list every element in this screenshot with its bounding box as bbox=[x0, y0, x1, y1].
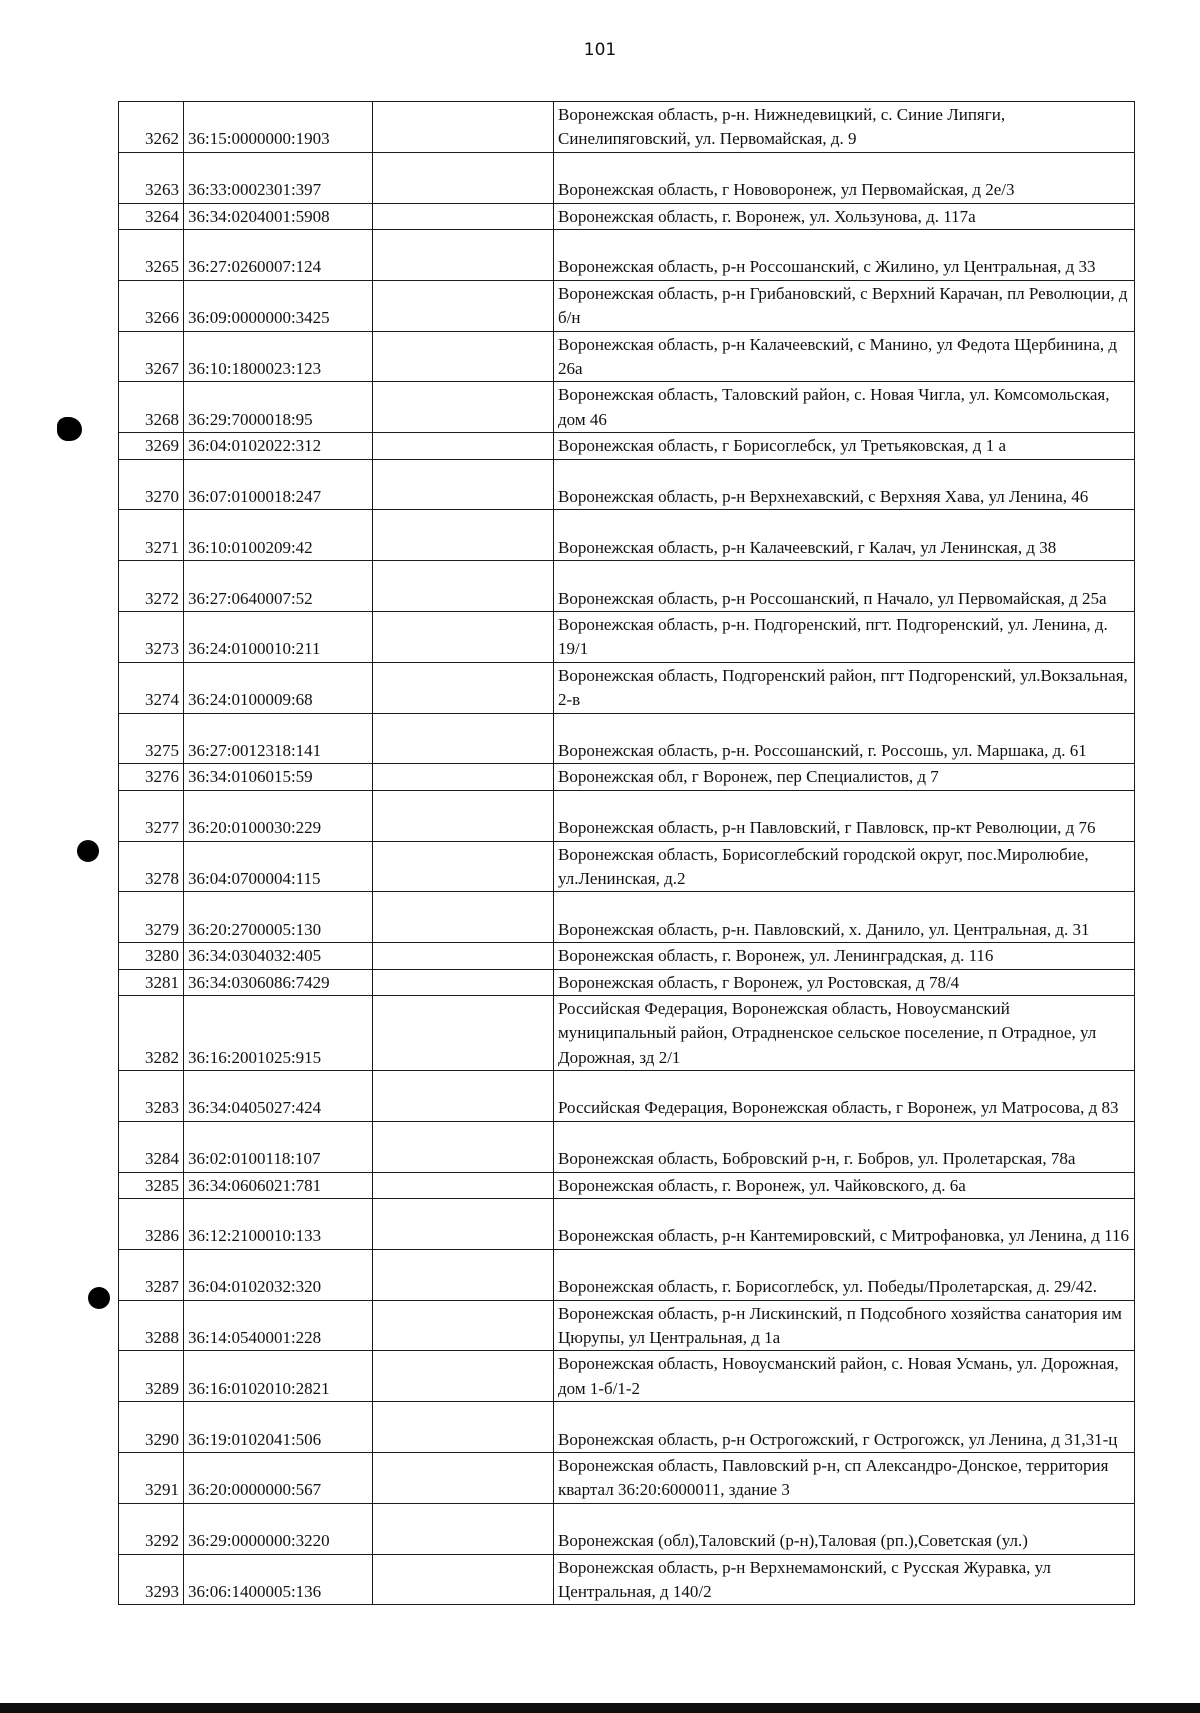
address-cell bbox=[554, 1503, 1135, 1554]
empty-cell bbox=[373, 510, 554, 561]
address-cell bbox=[554, 764, 1135, 790]
row-number-cell: 3293 bbox=[119, 1554, 184, 1605]
row-number-cell: 3280 bbox=[119, 943, 184, 969]
table-row bbox=[119, 1199, 1135, 1250]
address-cell bbox=[554, 102, 1135, 153]
empty-cell bbox=[373, 1503, 554, 1554]
address-text: Воронежская область, р-н Острогожский, г Острогожск, ул Ленина, д 31,31-ц bbox=[558, 1429, 1118, 1449]
empty-cell bbox=[373, 764, 554, 790]
empty-cell bbox=[373, 331, 554, 382]
cadastral-number-cell: 36:24:0100010:211 bbox=[184, 611, 373, 662]
table-row bbox=[119, 790, 1135, 841]
row-number-cell: 3262 bbox=[119, 102, 184, 153]
scan-edge-bar bbox=[0, 1703, 1200, 1713]
empty-cell bbox=[373, 561, 554, 612]
table-row bbox=[119, 102, 1135, 153]
address-cell bbox=[554, 1249, 1135, 1300]
cadastral-number-cell: 36:15:0000000:1903 bbox=[184, 102, 373, 153]
address-text: Воронежская область, Подгоренский район, пгт Подгоренский, ул.Вокзальная, 2-в bbox=[558, 665, 1128, 710]
cadastral-number-cell: 36:29:0000000:3220 bbox=[184, 1503, 373, 1554]
row-number-cell: 3274 bbox=[119, 662, 184, 713]
address-cell bbox=[554, 433, 1135, 459]
address-cell bbox=[554, 713, 1135, 764]
cadastral-number-cell: 36:04:0700004:115 bbox=[184, 841, 373, 892]
row-number-cell: 3279 bbox=[119, 892, 184, 943]
address-cell bbox=[554, 280, 1135, 331]
table-row bbox=[119, 510, 1135, 561]
address-text: Воронежская область, р-н Россошанский, п Начало, ул Первомайская, д 25а bbox=[558, 588, 1107, 608]
table-row bbox=[119, 152, 1135, 203]
cadastral-number-cell: 36:34:0306086:7429 bbox=[184, 969, 373, 995]
row-number-cell: 3272 bbox=[119, 561, 184, 612]
cadastral-number-cell: 36:27:0260007:124 bbox=[184, 229, 373, 280]
address-text: Воронежская область, р-н. Павловский, х. Данило, ул. Центральная, д. 31 bbox=[558, 919, 1090, 939]
empty-cell bbox=[373, 1121, 554, 1172]
address-text: Воронежская область, р-н. Россошанский, г. Россошь, ул. Маршака, д. 61 bbox=[558, 740, 1087, 760]
address-text: Воронежская область, г. Борисоглебск, ул. Победы/Пролетарская, д. 29/42. bbox=[558, 1277, 1097, 1297]
address-text: Воронежская область, Таловский район, с. Новая Чигла, ул. Комсомольская, дом 46 bbox=[558, 385, 1110, 429]
address-text: Воронежская область, Новоусманский район, с. Новая Усмань, ул. Дорожная, дом 1-б/1-2 bbox=[558, 1354, 1119, 1398]
property-registry-table bbox=[118, 101, 1135, 1605]
address-cell bbox=[554, 662, 1135, 713]
address-cell bbox=[554, 561, 1135, 612]
row-number-cell: 3285 bbox=[119, 1172, 184, 1198]
cadastral-number-cell: 36:34:0405027:424 bbox=[184, 1071, 373, 1122]
address-cell bbox=[554, 382, 1135, 433]
cadastral-number-cell: 36:12:2100010:133 bbox=[184, 1199, 373, 1250]
table-row bbox=[119, 1172, 1135, 1198]
page-number: 101 bbox=[583, 40, 617, 60]
table-row bbox=[119, 943, 1135, 969]
address-text: Воронежская обл, г Воронеж, пер Специалистов, д 7 bbox=[558, 767, 939, 787]
address-cell bbox=[554, 331, 1135, 382]
address-text: Воронежская область, р-н Павловский, г Павловск, пр-кт Революции, д 76 bbox=[558, 818, 1096, 838]
row-number-cell: 3286 bbox=[119, 1199, 184, 1250]
cadastral-number-cell: 36:06:1400005:136 bbox=[184, 1554, 373, 1605]
address-text: Воронежская область, г Воронеж, ул Ростовская, д 78/4 bbox=[558, 972, 960, 992]
address-text: Воронежская область, Бобровский р-н, г. Бобров, ул. Пролетарская, 78а bbox=[558, 1149, 1076, 1169]
cadastral-number-cell: 36:04:0102022:312 bbox=[184, 433, 373, 459]
cadastral-number-cell: 36:34:0304032:405 bbox=[184, 943, 373, 969]
cadastral-number-cell: 36:20:0000000:567 bbox=[184, 1453, 373, 1504]
address-cell bbox=[554, 611, 1135, 662]
address-text: Воронежская область, г. Воронеж, ул. Хользунова, д. 117а bbox=[558, 206, 976, 226]
table-row bbox=[119, 382, 1135, 433]
empty-cell bbox=[373, 713, 554, 764]
cadastral-number-cell: 36:24:0100009:68 bbox=[184, 662, 373, 713]
empty-cell bbox=[373, 943, 554, 969]
table-row bbox=[119, 662, 1135, 713]
address-text: Воронежская область, г. Воронеж, ул. Ленинградская, д. 116 bbox=[558, 946, 994, 966]
empty-cell bbox=[373, 102, 554, 153]
table-row bbox=[119, 764, 1135, 790]
table-row bbox=[119, 459, 1135, 510]
address-text: Российская Федерация, Воронежская область, Новоусманский муниципальный район, Отрадненское сельское поселение, п Отрадное, ул Дорожная, зд 2/1 bbox=[558, 998, 1097, 1067]
address-text: Воронежская область, р-н Калачеевский, с Манино, ул Федота Щербинина, д 26а bbox=[558, 334, 1118, 378]
cadastral-number-cell: 36:29:7000018:95 bbox=[184, 382, 373, 433]
row-number-cell: 3283 bbox=[119, 1071, 184, 1122]
cadastral-number-cell: 36:34:0204001:5908 bbox=[184, 203, 373, 229]
table-row bbox=[119, 331, 1135, 382]
row-number-cell: 3271 bbox=[119, 510, 184, 561]
row-number-cell: 3282 bbox=[119, 995, 184, 1070]
address-cell bbox=[554, 1300, 1135, 1351]
cadastral-number-cell: 36:10:1800023:123 bbox=[184, 331, 373, 382]
empty-cell bbox=[373, 1172, 554, 1198]
empty-cell bbox=[373, 1351, 554, 1402]
address-cell bbox=[554, 152, 1135, 203]
address-cell bbox=[554, 1554, 1135, 1605]
table-row bbox=[119, 1453, 1135, 1504]
address-cell bbox=[554, 943, 1135, 969]
row-number-cell: 3269 bbox=[119, 433, 184, 459]
cadastral-number-cell: 36:10:0100209:42 bbox=[184, 510, 373, 561]
empty-cell bbox=[373, 1199, 554, 1250]
empty-cell bbox=[373, 790, 554, 841]
row-number-cell: 3277 bbox=[119, 790, 184, 841]
row-number-cell: 3281 bbox=[119, 969, 184, 995]
empty-cell bbox=[373, 662, 554, 713]
row-number-cell: 3292 bbox=[119, 1503, 184, 1554]
punch-hole-mark bbox=[77, 840, 99, 862]
address-text: Воронежская область, г Борисоглебск, ул Третьяковская, д 1 а bbox=[558, 436, 1006, 456]
empty-cell bbox=[373, 1249, 554, 1300]
address-cell bbox=[554, 1172, 1135, 1198]
table-row bbox=[119, 713, 1135, 764]
cadastral-number-cell: 36:34:0606021:781 bbox=[184, 1172, 373, 1198]
table-row bbox=[119, 561, 1135, 612]
cadastral-number-cell: 36:20:0100030:229 bbox=[184, 790, 373, 841]
table-row bbox=[119, 969, 1135, 995]
row-number-cell: 3290 bbox=[119, 1402, 184, 1453]
empty-cell bbox=[373, 152, 554, 203]
address-cell bbox=[554, 1199, 1135, 1250]
cadastral-number-cell: 36:04:0102032:320 bbox=[184, 1249, 373, 1300]
empty-cell bbox=[373, 433, 554, 459]
cadastral-number-cell: 36:27:0640007:52 bbox=[184, 561, 373, 612]
row-number-cell: 3278 bbox=[119, 841, 184, 892]
row-number-cell: 3284 bbox=[119, 1121, 184, 1172]
address-text: Воронежская область, р-н Россошанский, с Жилино, ул Центральная, д 33 bbox=[558, 257, 1096, 277]
address-cell bbox=[554, 892, 1135, 943]
address-text: Воронежская область, р-н Лискинский, п Подсобного хозяйства санатория им Цюрупы, ул Центральная, д 1а bbox=[558, 1303, 1122, 1348]
empty-cell bbox=[373, 1071, 554, 1122]
address-cell bbox=[554, 229, 1135, 280]
address-cell bbox=[554, 790, 1135, 841]
cadastral-number-cell: 36:34:0106015:59 bbox=[184, 764, 373, 790]
address-cell bbox=[554, 969, 1135, 995]
table-row bbox=[119, 1351, 1135, 1402]
empty-cell bbox=[373, 229, 554, 280]
row-number-cell: 3288 bbox=[119, 1300, 184, 1351]
empty-cell bbox=[373, 892, 554, 943]
punch-hole-mark bbox=[88, 1287, 110, 1309]
table-row bbox=[119, 995, 1135, 1070]
row-number-cell: 3264 bbox=[119, 203, 184, 229]
registry-table-body bbox=[119, 102, 1135, 1605]
empty-cell bbox=[373, 611, 554, 662]
table-row bbox=[119, 841, 1135, 892]
address-text: Воронежская область, р-н Калачеевский, г Калач, ул Ленинская, д 38 bbox=[558, 537, 1057, 557]
cadastral-number-cell: 36:14:0540001:228 bbox=[184, 1300, 373, 1351]
row-number-cell: 3268 bbox=[119, 382, 184, 433]
empty-cell bbox=[373, 841, 554, 892]
empty-cell bbox=[373, 1300, 554, 1351]
address-cell bbox=[554, 1351, 1135, 1402]
table-row bbox=[119, 1402, 1135, 1453]
empty-cell bbox=[373, 1554, 554, 1605]
row-number-cell: 3265 bbox=[119, 229, 184, 280]
cadastral-number-cell: 36:16:0102010:2821 bbox=[184, 1351, 373, 1402]
table-row bbox=[119, 229, 1135, 280]
cadastral-number-cell: 36:09:0000000:3425 bbox=[184, 280, 373, 331]
address-cell bbox=[554, 459, 1135, 510]
address-cell bbox=[554, 510, 1135, 561]
cadastral-number-cell: 36:07:0100018:247 bbox=[184, 459, 373, 510]
table-row bbox=[119, 1071, 1135, 1122]
cadastral-number-cell: 36:02:0100118:107 bbox=[184, 1121, 373, 1172]
empty-cell bbox=[373, 459, 554, 510]
address-cell bbox=[554, 841, 1135, 892]
row-number-cell: 3291 bbox=[119, 1453, 184, 1504]
row-number-cell: 3276 bbox=[119, 764, 184, 790]
address-text: Воронежская область, р-н Кантемировский, с Митрофановка, ул Ленина, д 116 bbox=[558, 1226, 1130, 1246]
empty-cell bbox=[373, 1402, 554, 1453]
row-number-cell: 3263 bbox=[119, 152, 184, 203]
table-row bbox=[119, 280, 1135, 331]
address-cell bbox=[554, 995, 1135, 1070]
address-cell bbox=[554, 1402, 1135, 1453]
table-row bbox=[119, 611, 1135, 662]
row-number-cell: 3289 bbox=[119, 1351, 184, 1402]
empty-cell bbox=[373, 280, 554, 331]
address-text: Воронежская область, р-н. Подгоренский, пгт. Подгоренский, ул. Ленина, д. 19/1 bbox=[558, 614, 1108, 659]
cadastral-number-cell: 36:20:2700005:130 bbox=[184, 892, 373, 943]
address-text: Воронежская область, Павловский р-н, сп Александро-Донское, территория квартал 36:20:6000011, здание 3 bbox=[558, 1456, 1109, 1500]
cadastral-number-cell: 36:19:0102041:506 bbox=[184, 1402, 373, 1453]
address-text: Воронежская область, р-н Верхнемамонский, с Русская Журавка, ул Центральная, д 140/2 bbox=[558, 1557, 1051, 1602]
table-row bbox=[119, 433, 1135, 459]
row-number-cell: 3273 bbox=[119, 611, 184, 662]
cadastral-number-cell: 36:27:0012318:141 bbox=[184, 713, 373, 764]
address-text: Воронежская область, р-н Грибановский, с Верхний Карачан, пл Революции, д б/н bbox=[558, 283, 1128, 328]
row-number-cell: 3267 bbox=[119, 331, 184, 382]
row-number-cell: 3287 bbox=[119, 1249, 184, 1300]
address-text: Воронежская область, г Нововоронеж, ул Первомайская, д 2е/3 bbox=[558, 180, 1015, 200]
empty-cell bbox=[373, 1453, 554, 1504]
cadastral-number-cell: 36:16:2001025:915 bbox=[184, 995, 373, 1070]
address-text: Воронежская область, г. Воронеж, ул. Чайковского, д. 6а bbox=[558, 1175, 966, 1195]
address-text: Воронежская (обл),Таловский (р-н),Таловая (рп.),Советская (ул.) bbox=[558, 1531, 1028, 1551]
cadastral-number-cell: 36:33:0002301:397 bbox=[184, 152, 373, 203]
table-row bbox=[119, 1121, 1135, 1172]
row-number-cell: 3270 bbox=[119, 459, 184, 510]
table-row bbox=[119, 1249, 1135, 1300]
table-row bbox=[119, 892, 1135, 943]
address-text: Воронежская область, р-н Верхнехавский, с Верхняя Хава, ул Ленина, 46 bbox=[558, 486, 1089, 506]
address-cell bbox=[554, 1453, 1135, 1504]
empty-cell bbox=[373, 969, 554, 995]
table-row bbox=[119, 1300, 1135, 1351]
table-row bbox=[119, 203, 1135, 229]
empty-cell bbox=[373, 995, 554, 1070]
row-number-cell: 3275 bbox=[119, 713, 184, 764]
table-row bbox=[119, 1503, 1135, 1554]
punch-hole-mark bbox=[57, 417, 82, 441]
address-cell bbox=[554, 1071, 1135, 1122]
address-text: Воронежская область, р-н. Нижнедевицкий, с. Синие Липяги, Синелипяговский, ул. Первомайская, д. 9 bbox=[558, 104, 1006, 149]
empty-cell bbox=[373, 382, 554, 433]
empty-cell bbox=[373, 203, 554, 229]
address-text: Воронежская область, Борисоглебский городской округ, пос.Миролюбие, ул.Ленинская, д.2 bbox=[558, 844, 1089, 888]
row-number-cell: 3266 bbox=[119, 280, 184, 331]
address-cell bbox=[554, 203, 1135, 229]
table-row bbox=[119, 1554, 1135, 1605]
address-text: Российская Федерация, Воронежская область, г Воронеж, ул Матросова, д 83 bbox=[558, 1098, 1119, 1118]
address-cell bbox=[554, 1121, 1135, 1172]
